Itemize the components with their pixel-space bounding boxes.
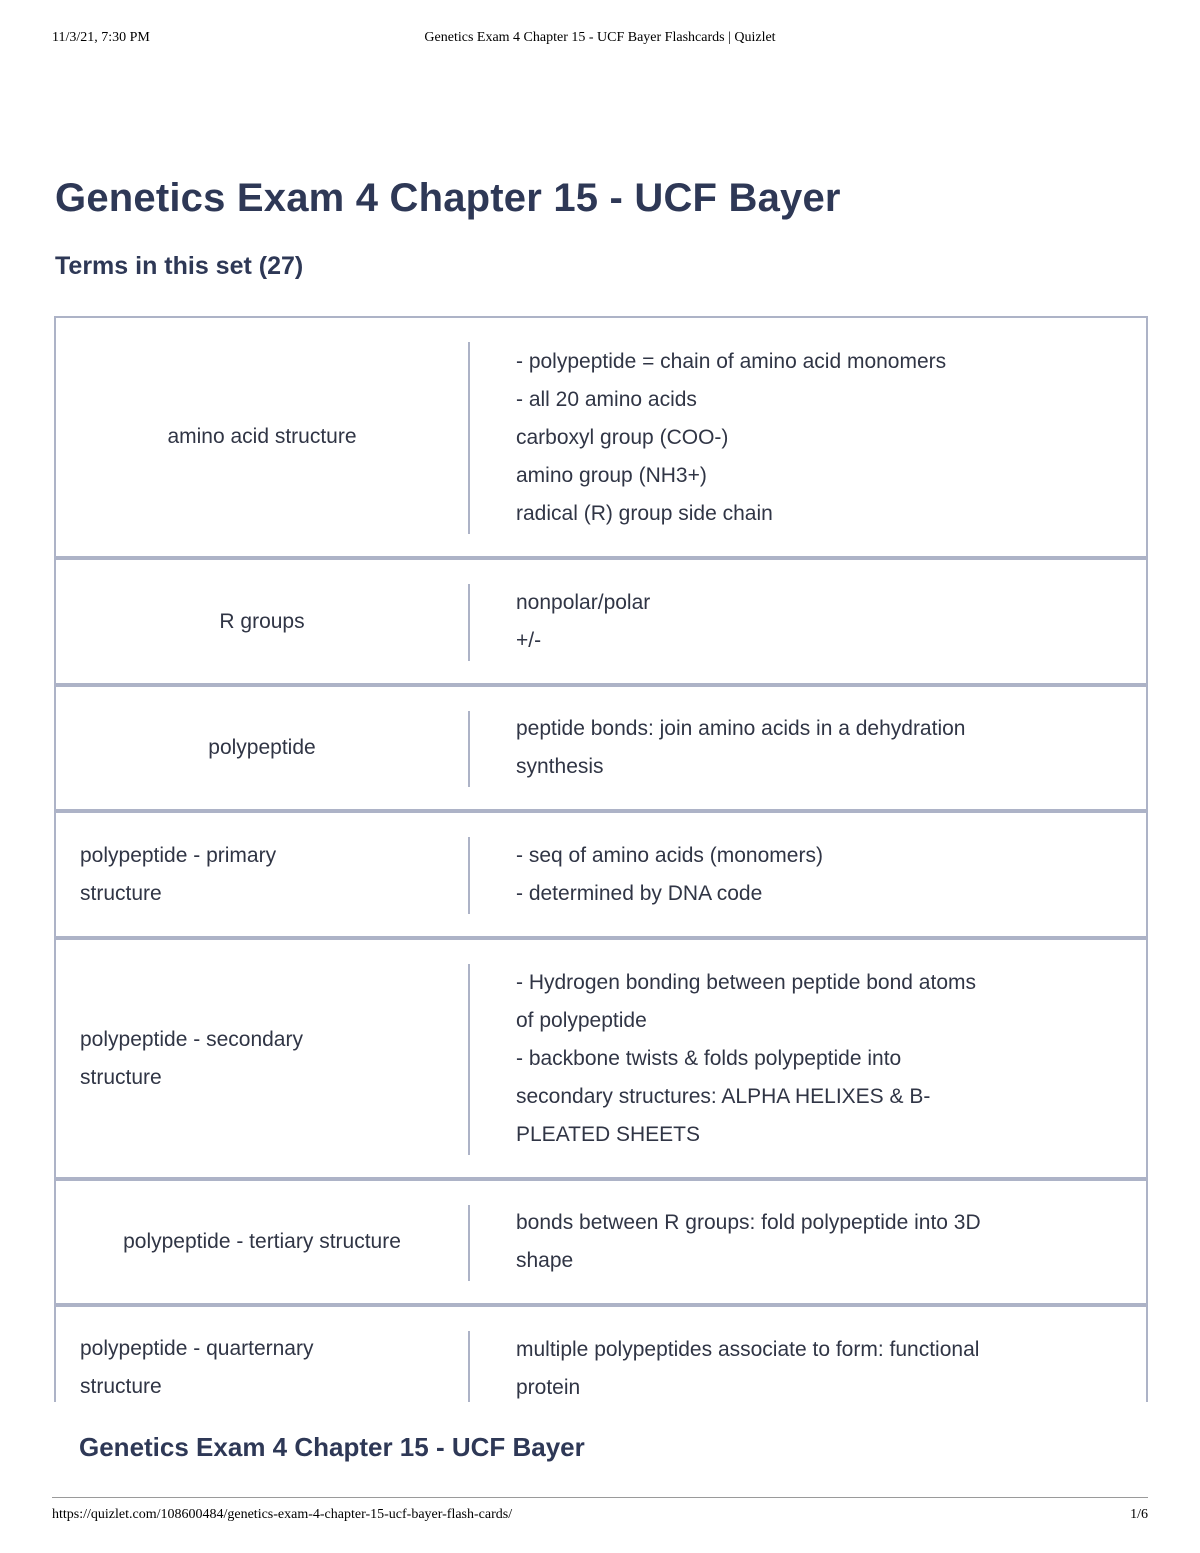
card-divider [468, 584, 470, 661]
page-url: https://quizlet.com/108600484/genetics-exam-4-chapter-15-ucf-bayer-flash-cards/ [52, 1507, 513, 1522]
flashcard-term: polypeptide - primary structure [80, 843, 277, 905]
flashcard-list [54, 316, 1148, 1402]
flashcard-row [54, 558, 1148, 685]
flashcard-row [54, 811, 1148, 938]
card-divider [468, 711, 470, 787]
flashcard-term: polypeptide - tertiary structure [123, 1230, 401, 1253]
flashcard-row [54, 1179, 1148, 1305]
print-footer [52, 1497, 1148, 1528]
card-divider [468, 342, 470, 534]
flashcard-row [54, 938, 1148, 1179]
card-divider [468, 1205, 470, 1281]
card-divider [468, 837, 470, 914]
set-title-footer: Genetics Exam 4 Chapter 15 - UCF Bayer [79, 1432, 585, 1462]
flashcard-term: R groups [219, 609, 305, 633]
flashcard-term: polypeptide [208, 736, 316, 759]
flashcard-definition: peptide bonds: join amino acids in a dehydration synthesis [516, 717, 966, 778]
flashcard-definition: - polypeptide = chain of amino acid monomers - all 20 amino acids carboxyl group (COO-) amino group (NH3+) radical (R) group side chain [516, 350, 947, 525]
flashcard-row [54, 685, 1148, 811]
card-divider [468, 964, 470, 1155]
flashcard-definition: - Hydrogen bonding between peptide bond atoms of polypeptide - backbone twists & folds polypeptide into secondary structures: ALPHA HELIXES & B- PLEATED SHEETS [516, 971, 976, 1146]
flashcard-row [54, 316, 1148, 558]
card-divider [468, 1331, 470, 1402]
flashcard-definition: nonpolar/polar +/- [516, 591, 651, 652]
terms-count-heading: Terms in this set (27) [55, 252, 304, 280]
flashcard-term: amino acid structure [167, 425, 357, 448]
flashcard-definition: bonds between R groups: fold polypeptide into 3D shape [516, 1211, 981, 1272]
flashcard-row [54, 1305, 1148, 1402]
print-date: 11/3/21, 7:30 PM [52, 30, 150, 45]
set-title: Genetics Exam 4 Chapter 15 - UCF Bayer [55, 176, 841, 220]
flashcard-term: polypeptide - secondary structure [80, 1027, 303, 1089]
print-document-title: Genetics Exam 4 Chapter 15 - UCF Bayer Flashcards | Quizlet [424, 30, 776, 45]
flashcard-term: polypeptide - quarternary structure [80, 1337, 314, 1398]
page-number: 1/6 [1130, 1507, 1148, 1522]
print-header [52, 30, 1148, 50]
flashcard-definition: multiple polypeptides associate to form: functional protein [516, 1338, 980, 1399]
flashcard-definition: - seq of amino acids (monomers) - determined by DNA code [516, 844, 823, 905]
